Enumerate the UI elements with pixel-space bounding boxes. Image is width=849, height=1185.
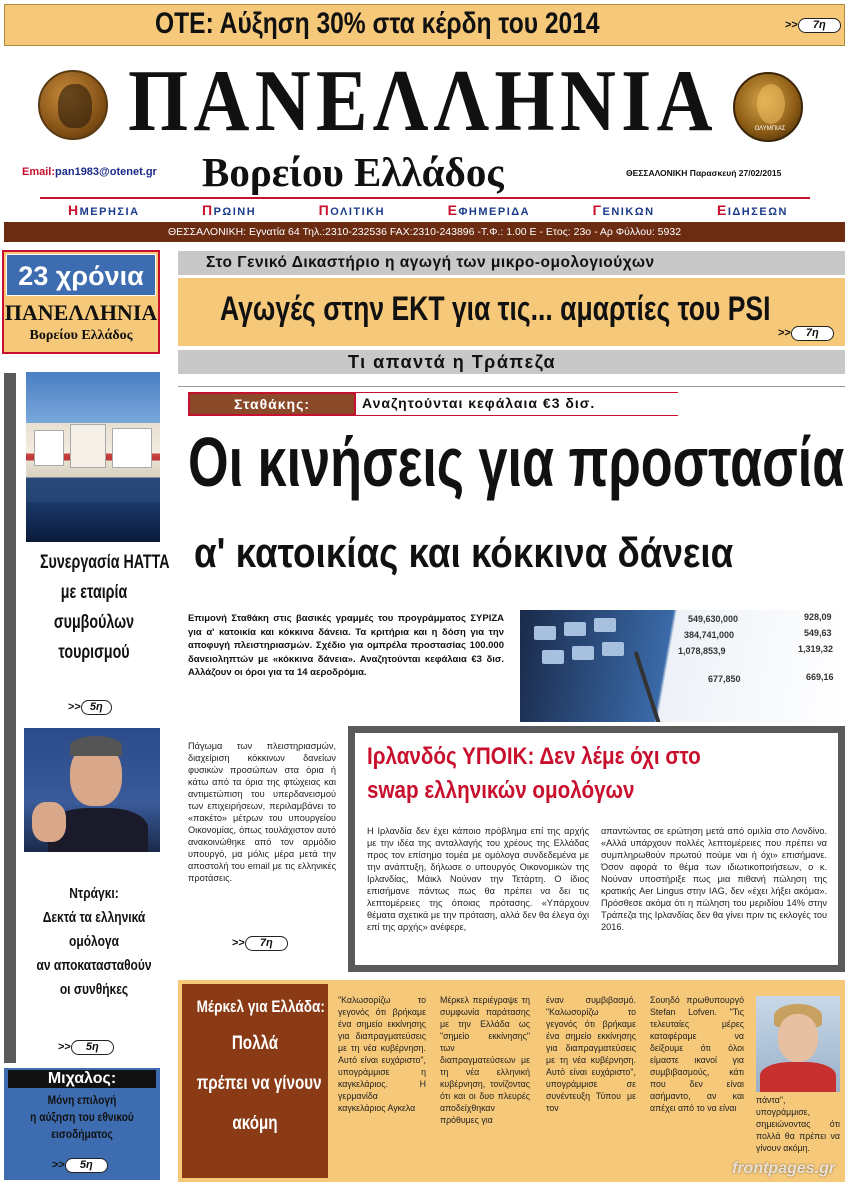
top-banner[interactable] xyxy=(4,4,845,46)
sidebar-story3-kicker: Μιχαλος: xyxy=(8,1070,156,1088)
masthead-rule xyxy=(40,197,810,199)
coin-right xyxy=(733,72,803,142)
merkel-photo xyxy=(756,996,840,1092)
lead-headline-box[interactable] xyxy=(178,278,845,346)
tagline: ΗΜΕΡΗΣΙΑ ΠΡΩΙΝΗ ΠΟΛΙΤΙΚΗ ΕΦΗΜΕΡΙΔΑ ΓΕΝΙΚΩΝ ΕΙΔΗΣΕΩΝ xyxy=(68,202,788,218)
ireland-col1: Η Ιρλανδία δεν έχει κάποιο πρόβλημα επί της αρχής με την ιδέα της ανταλλαγής του χρέους της Ελλάδας προς τον επίσημο τομέα με ομόλογα συνδεδεμένα με την ανάπτυξη, δήλωσε ο υπουργός Οικονομικών της Ιρλανδίας, Μάικλ Νούναν την Τετάρτη. Ο ίδιος επισήμανε πάντως πως θα πρέπει να δει τις λεπτομέρειες της όποιας πρότασης. «Υπάρχουν θέματα σχετικά με την πρόταση, αλλά δεν θα έλεγα όχι επί της αρχής» ανέφερε, xyxy=(367,826,589,932)
main-label-text: Αναζητούνται κεφάλαια €3 δισ. xyxy=(356,392,678,416)
badge-sub: Βορείου Ελλάδος xyxy=(29,328,133,343)
masthead-title: ΠΑΝΕΛΛΗΝΙΑ xyxy=(128,53,718,150)
merkel-col5: πάντα", υπογράμμισε, σημειώνοντας ότι πολλά θα πρέπει να γίνουν ακόμη. xyxy=(756,1095,840,1153)
lead-headline: Αγωγές στην ΕΚΤ για τις... αμαρτίες του PSI xyxy=(220,290,771,328)
lead-kicker[interactable]: Στο Γενικό Δικαστήριο η αγωγή των μικρο-ομολογιούχων xyxy=(178,251,845,275)
merkel-col1: "Καλωσορίζω το γεγονός ότι βρήκαμε ένα σημείο εκκίνησης για διαπραγματεύσεις με τη νέα κυβέρνηση. Αυτό είναι ευχάριστο", υπογράμμισε η καγκελάριος. Η γερμανίδα καγκελάριος Αγκελα xyxy=(338,995,426,1113)
main-label: Σταθάκης: xyxy=(188,392,356,416)
calculator-photo: 549,630,000 928,09 384,741,000 549,63 1,078,853,9 1,319,32 677,850 669,16 xyxy=(520,610,842,722)
merkel-col4: Σουηδό πρωθυπουργό Stefan Lofven. "Τις τελευταίες μέρες καταφέραμε να δείξουμε ότι όλοι είμαστε ικανοί για συμβιβασμούς, κάτι που δεν είναι ασήμαντο, αν και απέχει από το να είναι xyxy=(650,995,744,1113)
sidebar-story1[interactable]: Συνεργασία ΗΑΤΤΑ με εταιρία συμβούλων τουρισμού xyxy=(40,552,170,663)
masthead-subtitle: Βορείου Ελλάδος xyxy=(202,149,504,195)
main-rule xyxy=(178,386,845,387)
ireland-headline-2: swap ελληνικών ομολόγων xyxy=(367,777,635,804)
lead-ref[interactable]: >> 7η xyxy=(778,326,834,341)
sidebar-story3[interactable]: Μιχαλος: Μόνη επιλογή η αύξηση του εθνικού εισοδήματος >> 5η xyxy=(4,1068,160,1180)
email-line[interactable]: Email:pan1983@otenet.gr xyxy=(22,166,157,178)
coin-right-text: ΟΛΥΜΠΙΑΣ xyxy=(754,126,786,132)
lead-subhead[interactable]: Τι απαντά η Τράπεζα xyxy=(178,350,845,374)
sidebar-story1-ref[interactable]: >> 5η xyxy=(68,700,112,715)
sidebar-stripe xyxy=(4,373,16,1063)
dateline: ΘΕΣΣΑΛΟΝΙΚΗ Παρασκευή 27/02/2015 xyxy=(626,168,782,178)
coin-left xyxy=(38,70,108,140)
ireland-box xyxy=(348,726,845,972)
top-banner-headline: ΟΤΕ: Αύξηση 30% στα κέρδη του 2014 xyxy=(155,7,600,40)
main-headline-2: α' κατοικίας και κόκκινα δάνεια xyxy=(194,529,734,576)
badge-name: ΠΑΝΕΛΛΗΝΙΑ xyxy=(4,300,158,325)
draghi-photo xyxy=(24,728,160,852)
ireland-headline-1: Ιρλανδός ΥΠΟΙΚ: Δεν λέμε όχι στο xyxy=(367,743,701,770)
merkel-col3: έναν συμβιβασμό. "Καλωσορίζω το γεγονός ότι βρήκαμε ένα σημείο εκκίνησης για διαπραγματεύσεις με τη νέα κυβέρνηση. Αυτό είναι ευχάριστο", υπογράμμισε σε συνέντευξη Τύπου με τον xyxy=(546,995,636,1113)
main-ref[interactable]: >> 7η xyxy=(232,936,288,951)
sidebar-story3-ref[interactable]: >> 5η xyxy=(52,1158,108,1173)
main-headline-1: Οι κινήσεις για προστασία xyxy=(188,423,845,501)
email-link[interactable]: pan1983@otenet.gr xyxy=(55,166,157,178)
main-body: Πάγωμα των πλειστηριασμών, διαχείριση κόκκινων δανείων φυσικών προσώπων στα όρια ή κάτω από τα όρια της φτώχειας και αντιμετώπιση του υπερδανεισμού των επιχειρήσεων, περιλαμβάνει το «πακέτο» μέτρων του υπουργείου Οικονομίας, όπως τουλάχιστον αυτό ανακοινώθηκε από τον αρμόδιο υπουργό, μα μόλις μέρα μετά την αποστολή του email με τις ελληνικές προτάσεις. xyxy=(188,741,336,883)
merkel-col2: Μέρκελ περιέγραψε τη συμφωνία παράτασης με την Ελλάδα ως "σημείο εκκίνησης" των διαπραγματεύσεων με τη νέα ελληνική κυβέρνηση, τονίζοντας ότι και οι δυο πλευρές αποδείχθηκαν πρόθυμες για xyxy=(440,995,530,1125)
years-label: 23 χρόνια xyxy=(6,254,156,296)
sidebar-story2[interactable]: Ντράγκι: Δεκτά τα ελληνικά ομόλογα αν αποκατασταθούν οι συνθήκες xyxy=(36,885,152,998)
ireland-col2: απαντώντας σε ερώτηση μετά από ομιλία στο Λονδίνο. «Αλλά υπάρχουν πολλές λεπτομέρειες που πρέπει να συμπληρωθούν πρωτού πούμε ναι ή όχι» επισήμανε. Όσον αφορά το θέμα των ιδιωτικοποιήσεων, ο κ. Νούναν υποστήριξε πως μια πιθανή πώληση της κρατικής Aer Lingus στην IAG, δεν «έχει λήξει ακόμα». Πρόσθεσε ακόμα ότι η πώληση του μεριδίου 14% στην Τράπεζα της Ιρλανδίας δεν θα γίνει πριν τις εκλογές του 2016. xyxy=(601,826,827,932)
watermark: frontpages.gr xyxy=(732,1160,836,1177)
main-intro: Επιμονή Σταθάκη στις βασικές γραμμές του προγράμματος ΣΥΡΙΖΑ για α' κατοικία και κόκκινα δάνεια. Τα κριτήρια και η δόση για την αποφυγή πλειστηριασμών. Σχέδιο για ομπρέλα προστασίας 100.000 δανειοληπτών με «κόκκινα δάνεια». Αναζητούνται κεφάλαια €3 δισ. Αλλάζουν οι όροι για τα 14 αεροδρόμια. xyxy=(188,613,504,678)
years-badge xyxy=(2,250,160,354)
info-bar: ΘΕΣΣΑΛΟΝΙΚΗ: Εγνατία 64 Τηλ.:2310-232536 FAX:2310-243896 -Τ.Φ.: 1.00 Ε - Ετος: 23ο - Αρ Φύλλου: 5932 xyxy=(4,222,845,242)
sidebar-story2-ref[interactable]: >> 5η xyxy=(58,1040,114,1055)
top-banner-ref[interactable]: >> 7η xyxy=(785,18,841,33)
merkel-title-box[interactable]: Μέρκελ για Ελλάδα: Πολλά πρέπει να γίνουν ακόμη xyxy=(182,984,328,1178)
mykonos-photo xyxy=(26,372,160,542)
